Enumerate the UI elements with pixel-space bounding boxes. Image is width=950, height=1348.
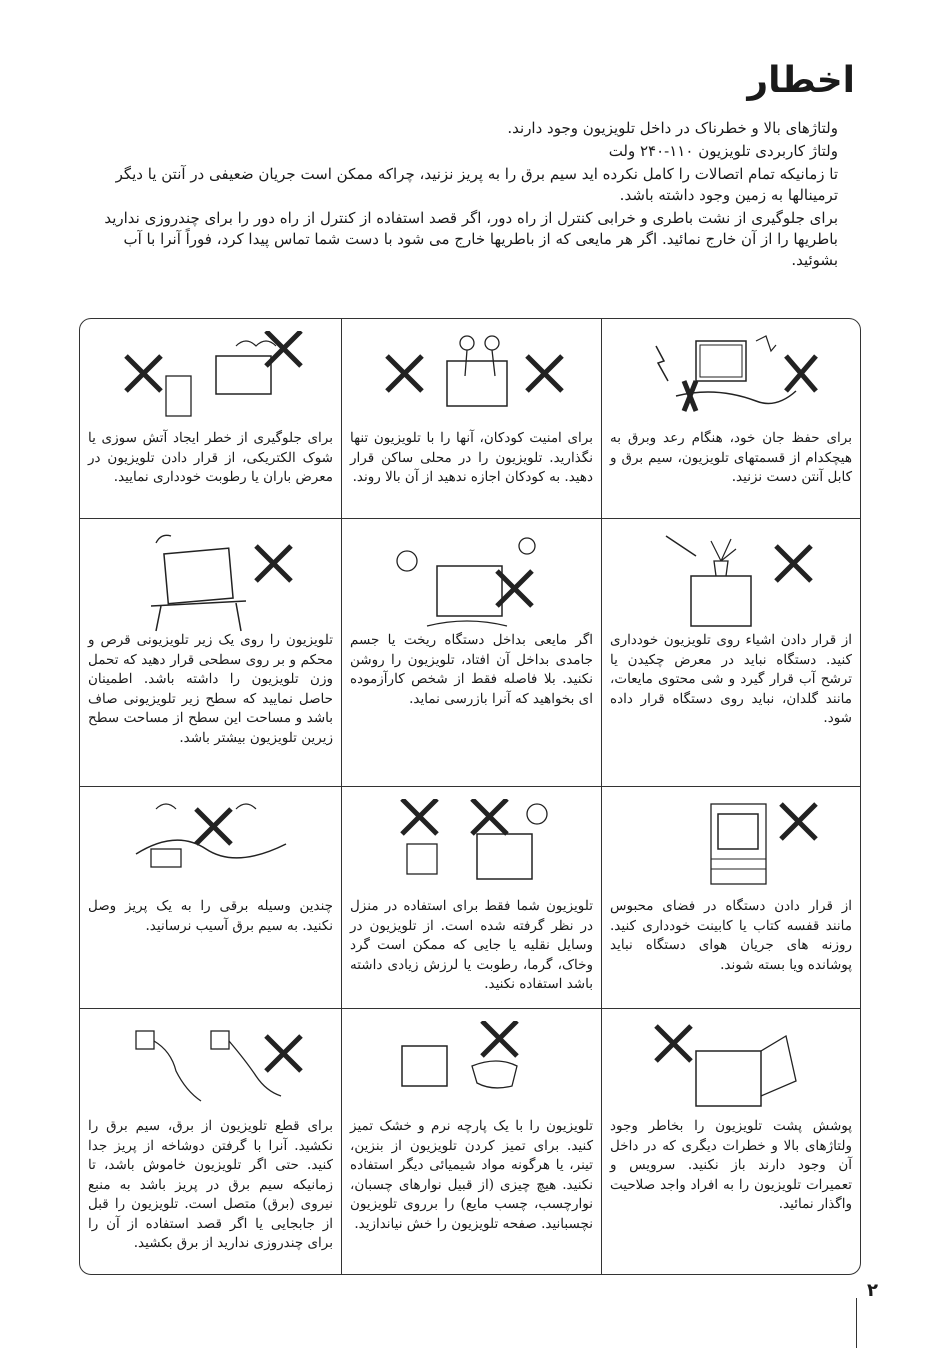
warning-text: چندین وسیله برقی را به یک پریز وصل نکنید. به سیم برق آسیب نرسانید. <box>88 898 333 934</box>
warning-text: تلویزیون شما فقط برای استفاده در منزل در نظر گرفته شده است. از تلویزیون در وسایل نقلیه یا جایی که ممکن است گرد وخاک، گرما، رطوبت یا لرزش زیادی داشته باشد استفاده نکنید. <box>350 898 593 992</box>
intro-line: ولتاژ کاربردی تلویزیون ۱۱۰-۲۴۰ ولت <box>608 142 838 160</box>
unplug-cord-illustration <box>116 1021 306 1111</box>
margin-rule <box>856 1298 857 1348</box>
warning-text: برای حفظ جان خود، هنگام رعد وبرق به هیچکدام از قسمتهای تلویزیون، سیم برق و کابل آنتن دست نزنید. <box>610 430 852 485</box>
warning-cell <box>80 1009 341 1274</box>
intro-text <box>103 118 838 273</box>
intro-line: ولتاژهای بالا و خطرناک در داخل تلویزیون وجود دارند. <box>507 119 838 137</box>
page-title: اخطار <box>747 60 855 101</box>
vase-on-tv-illustration <box>636 531 826 636</box>
heat-dust-illustration <box>377 799 567 889</box>
warning-text: پوشش پشت تلویزیون را بخاطر وجود ولتاژهای بالا و خطرات دیگری که در داخل آن وجود دارند باز نکنید. سرویس و تعمیرات تلویزیون را به افراد واجد صلاحیت واگذار نمائید. <box>610 1118 852 1212</box>
lightning-tv-illustration <box>636 331 826 426</box>
warning-cell <box>80 319 341 519</box>
warning-text: اگر مایعی بداخل دستگاه ریخت یا جسم جامدی بداخل آن افتاد، تلویزیون را روشن نکنید. بلا فاصله فقط از شخص کارآزموده ای بخواهید که آنرا بازرسی نماید. <box>350 632 593 707</box>
warning-cell <box>601 319 860 519</box>
rear-cover-illustration <box>636 1021 826 1111</box>
warning-text: از قرار دادن دستگاه در فضای محبوس مانند قفسه کتاب یا کابینت خودداری کنید. روزنه های جریان هوای دستگاه نباید پوشانده ویا بسته شوند. <box>610 898 852 973</box>
enclosed-cabinet-illustration <box>636 799 826 889</box>
warning-cell <box>80 787 341 1009</box>
cleaning-cloth-illustration <box>377 1021 567 1111</box>
children-tv-illustration <box>377 331 567 426</box>
spill-tv-illustration <box>377 531 567 636</box>
warning-cell <box>341 1009 601 1274</box>
warning-text: از قرار دادن اشیاء روی تلویزیون خودداری کنید. دستگاه نباید در معرض چکیدن یا ترشح آب قرار گیرد و شی محتوی مایعات، مانند گلدان، نباید روی دستگاه قرار داده شود. <box>610 632 852 726</box>
warning-cell <box>341 319 601 519</box>
warning-text: تلویزیون را روی یک زیر تلویزیونی قرص و محکم و بر روی سطحی قرار دهید که تحمل وزن تلویزیون را داشته باشد. اطمینان حاصل نمایید که سطح زیر تلویزیونی صاف باشد و مساحت این سطح از مساحت سطح زیرین تلویزیون بیشتر باشد. <box>88 632 333 746</box>
warning-text: برای امنیت کودکان، آنها را با تلویزیون تنها نگذارید. تلویزیون را در محلی ساکن قرار دهید. به کودکان اجازه ندهید از آن بالا روند. <box>350 430 593 485</box>
warning-text: برای جلوگیری از خطر ایجاد آتش سوزی یا شوک الکتریکی، از قرار دادن تلویزیون در معرض باران یا رطوبت خودداری نمایید. <box>88 430 333 485</box>
page-number: ۲ <box>867 1280 878 1301</box>
unstable-stand-illustration <box>116 531 306 636</box>
warning-cell <box>80 519 341 787</box>
warning-cell <box>341 787 601 1009</box>
rain-tv-illustration <box>116 331 306 426</box>
overloaded-outlet-illustration <box>116 799 306 889</box>
warnings-grid <box>79 318 861 1275</box>
warning-text: برای قطع تلویزیون از برق، سیم برق را نکشید. آنرا با گرفتن دوشاخه از پریز جدا کنید. حتی اگر تلویزیون خاموش باشد، تا زمانیکه سیم برق در پریز باشد به منبع نیروی (برق) متصل است. تلویزیون را قبل از جابجایی یا اگر قصد استفاده از آن را برای چندروزی ندارید از برق بکشید. <box>88 1118 333 1251</box>
warning-cell <box>601 519 860 787</box>
intro-line: تا زمانیکه تمام اتصالات را کامل نکرده اید سیم برق را به پریز نزنید، چراکه ممکن است جریان ضعیفی در آنتن یا دیگر ترمینالها به زمین وجود داشته باشد. <box>115 165 838 204</box>
warning-cell <box>601 1009 860 1274</box>
intro-line: برای جلوگیری از نشت باطری و خرابی کنترل از راه دور، اگر قصد استفاده از کنترل از راه دور را برای چندروزی ندارید باطریها را از آن خارج نمائید. اگر هر مایعی که از باطریها خارج می شود با دست شما تماس پیدا کرد، فوراً آنرا با آب بشوئید. <box>104 209 838 269</box>
warning-text: تلویزیون را با یک پارچه نرم و خشک تمیز کنید. برای تمیز کردن تلویزیون از بنزین، تینر، یا هرگونه مواد شیمیائی دیگر استفاده نکنید. هیچ چیزی (از قبیل نوارهای چسبان، نوارچسب، چسب مایع) را برروی تلویزیون نچسبانید. صفحه تلویزیون را خش نیاندازید. <box>350 1118 593 1232</box>
warning-cell <box>601 787 860 1009</box>
warning-cell <box>341 519 601 787</box>
